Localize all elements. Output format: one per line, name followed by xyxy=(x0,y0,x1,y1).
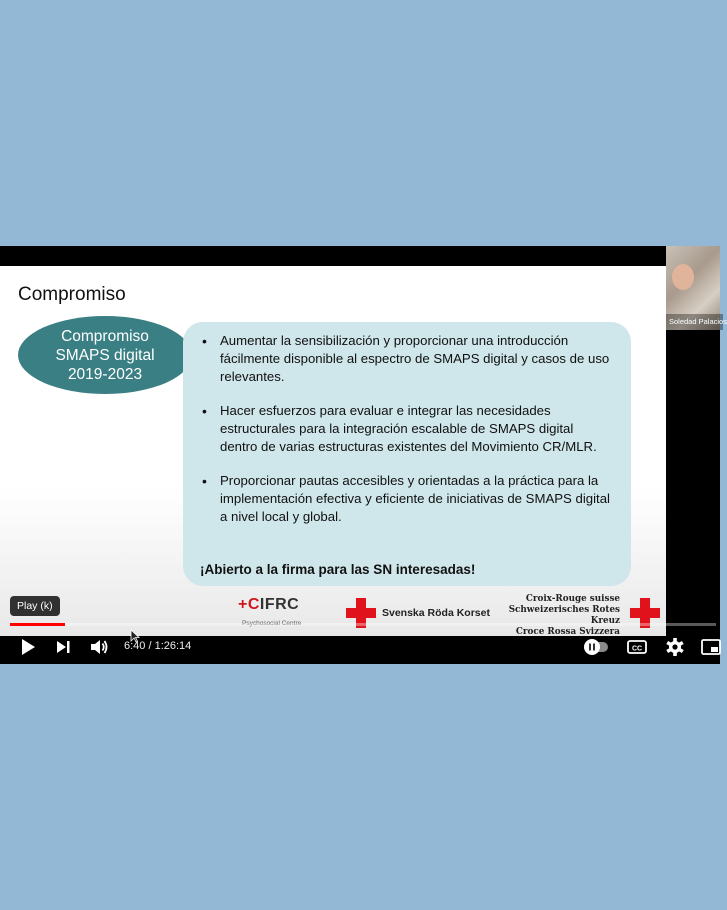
badge-line: 2019-2023 xyxy=(67,365,143,383)
progress-bar[interactable] xyxy=(10,623,716,626)
progress-fill xyxy=(10,623,65,626)
ifrc-subtitle: Psychosocial Centre xyxy=(242,620,302,627)
commitment-badge xyxy=(18,316,192,394)
volume-icon[interactable] xyxy=(88,636,110,658)
miniplayer-icon[interactable] xyxy=(700,636,722,658)
slide-title: Compromiso xyxy=(18,284,126,305)
badge-line: SMAPS digital xyxy=(55,346,155,364)
bullet-item: • Hacer esfuerzos para evaluar e integrar las necesidades estructurales para la integración escalable de SMAPS digital dentro de varias estructuras existentes del Movimiento CR/MLR. xyxy=(200,402,614,456)
play-icon[interactable] xyxy=(16,636,38,658)
ifrc-cross-crescent-icon: +C xyxy=(238,596,260,613)
play-tooltip: Play (k) xyxy=(10,596,60,616)
settings-icon[interactable] xyxy=(664,636,686,658)
ifrc-text: IFRC xyxy=(259,596,300,613)
cc-icon[interactable] xyxy=(626,636,648,658)
webcam-participant-name: Soledad Palacios xyxy=(666,314,723,330)
badge-line: Compromiso xyxy=(61,327,149,345)
swiss-line: Croix-Rouge suisse xyxy=(525,594,620,604)
time-display: 6:40 / 1:26:14 xyxy=(124,640,192,652)
next-icon[interactable] xyxy=(52,636,74,658)
swiss-line: Croce Rossa Svizzera xyxy=(515,627,620,637)
player-controls xyxy=(0,630,720,664)
bullet-list xyxy=(200,332,614,542)
callout-text: ¡Abierto a la firma para las SN interesadas! xyxy=(200,562,476,577)
video-player[interactable] xyxy=(0,246,727,664)
bullet-item: • Proporcionar pautas accesibles y orientadas a la práctica para la implementación efectiva y eficiente de iniciativas de SMAPS digital a nivel local y global. xyxy=(200,472,614,526)
autoplay-pause-icon[interactable] xyxy=(584,639,600,655)
bullet-item: • Aumentar la sensibilización y proporcionar una introducción fácilmente disponible al espectro de SMAPS digital y casos de uso relevantes. xyxy=(200,332,614,386)
participant-face xyxy=(672,264,694,290)
svenska-roda-korset-text: Svenska Röda Korset xyxy=(382,607,490,619)
presentation-slide xyxy=(0,266,666,636)
swiss-line: Schweizerisches Rotes Kreuz xyxy=(508,605,620,626)
svg-text:CC: CC xyxy=(631,645,643,653)
